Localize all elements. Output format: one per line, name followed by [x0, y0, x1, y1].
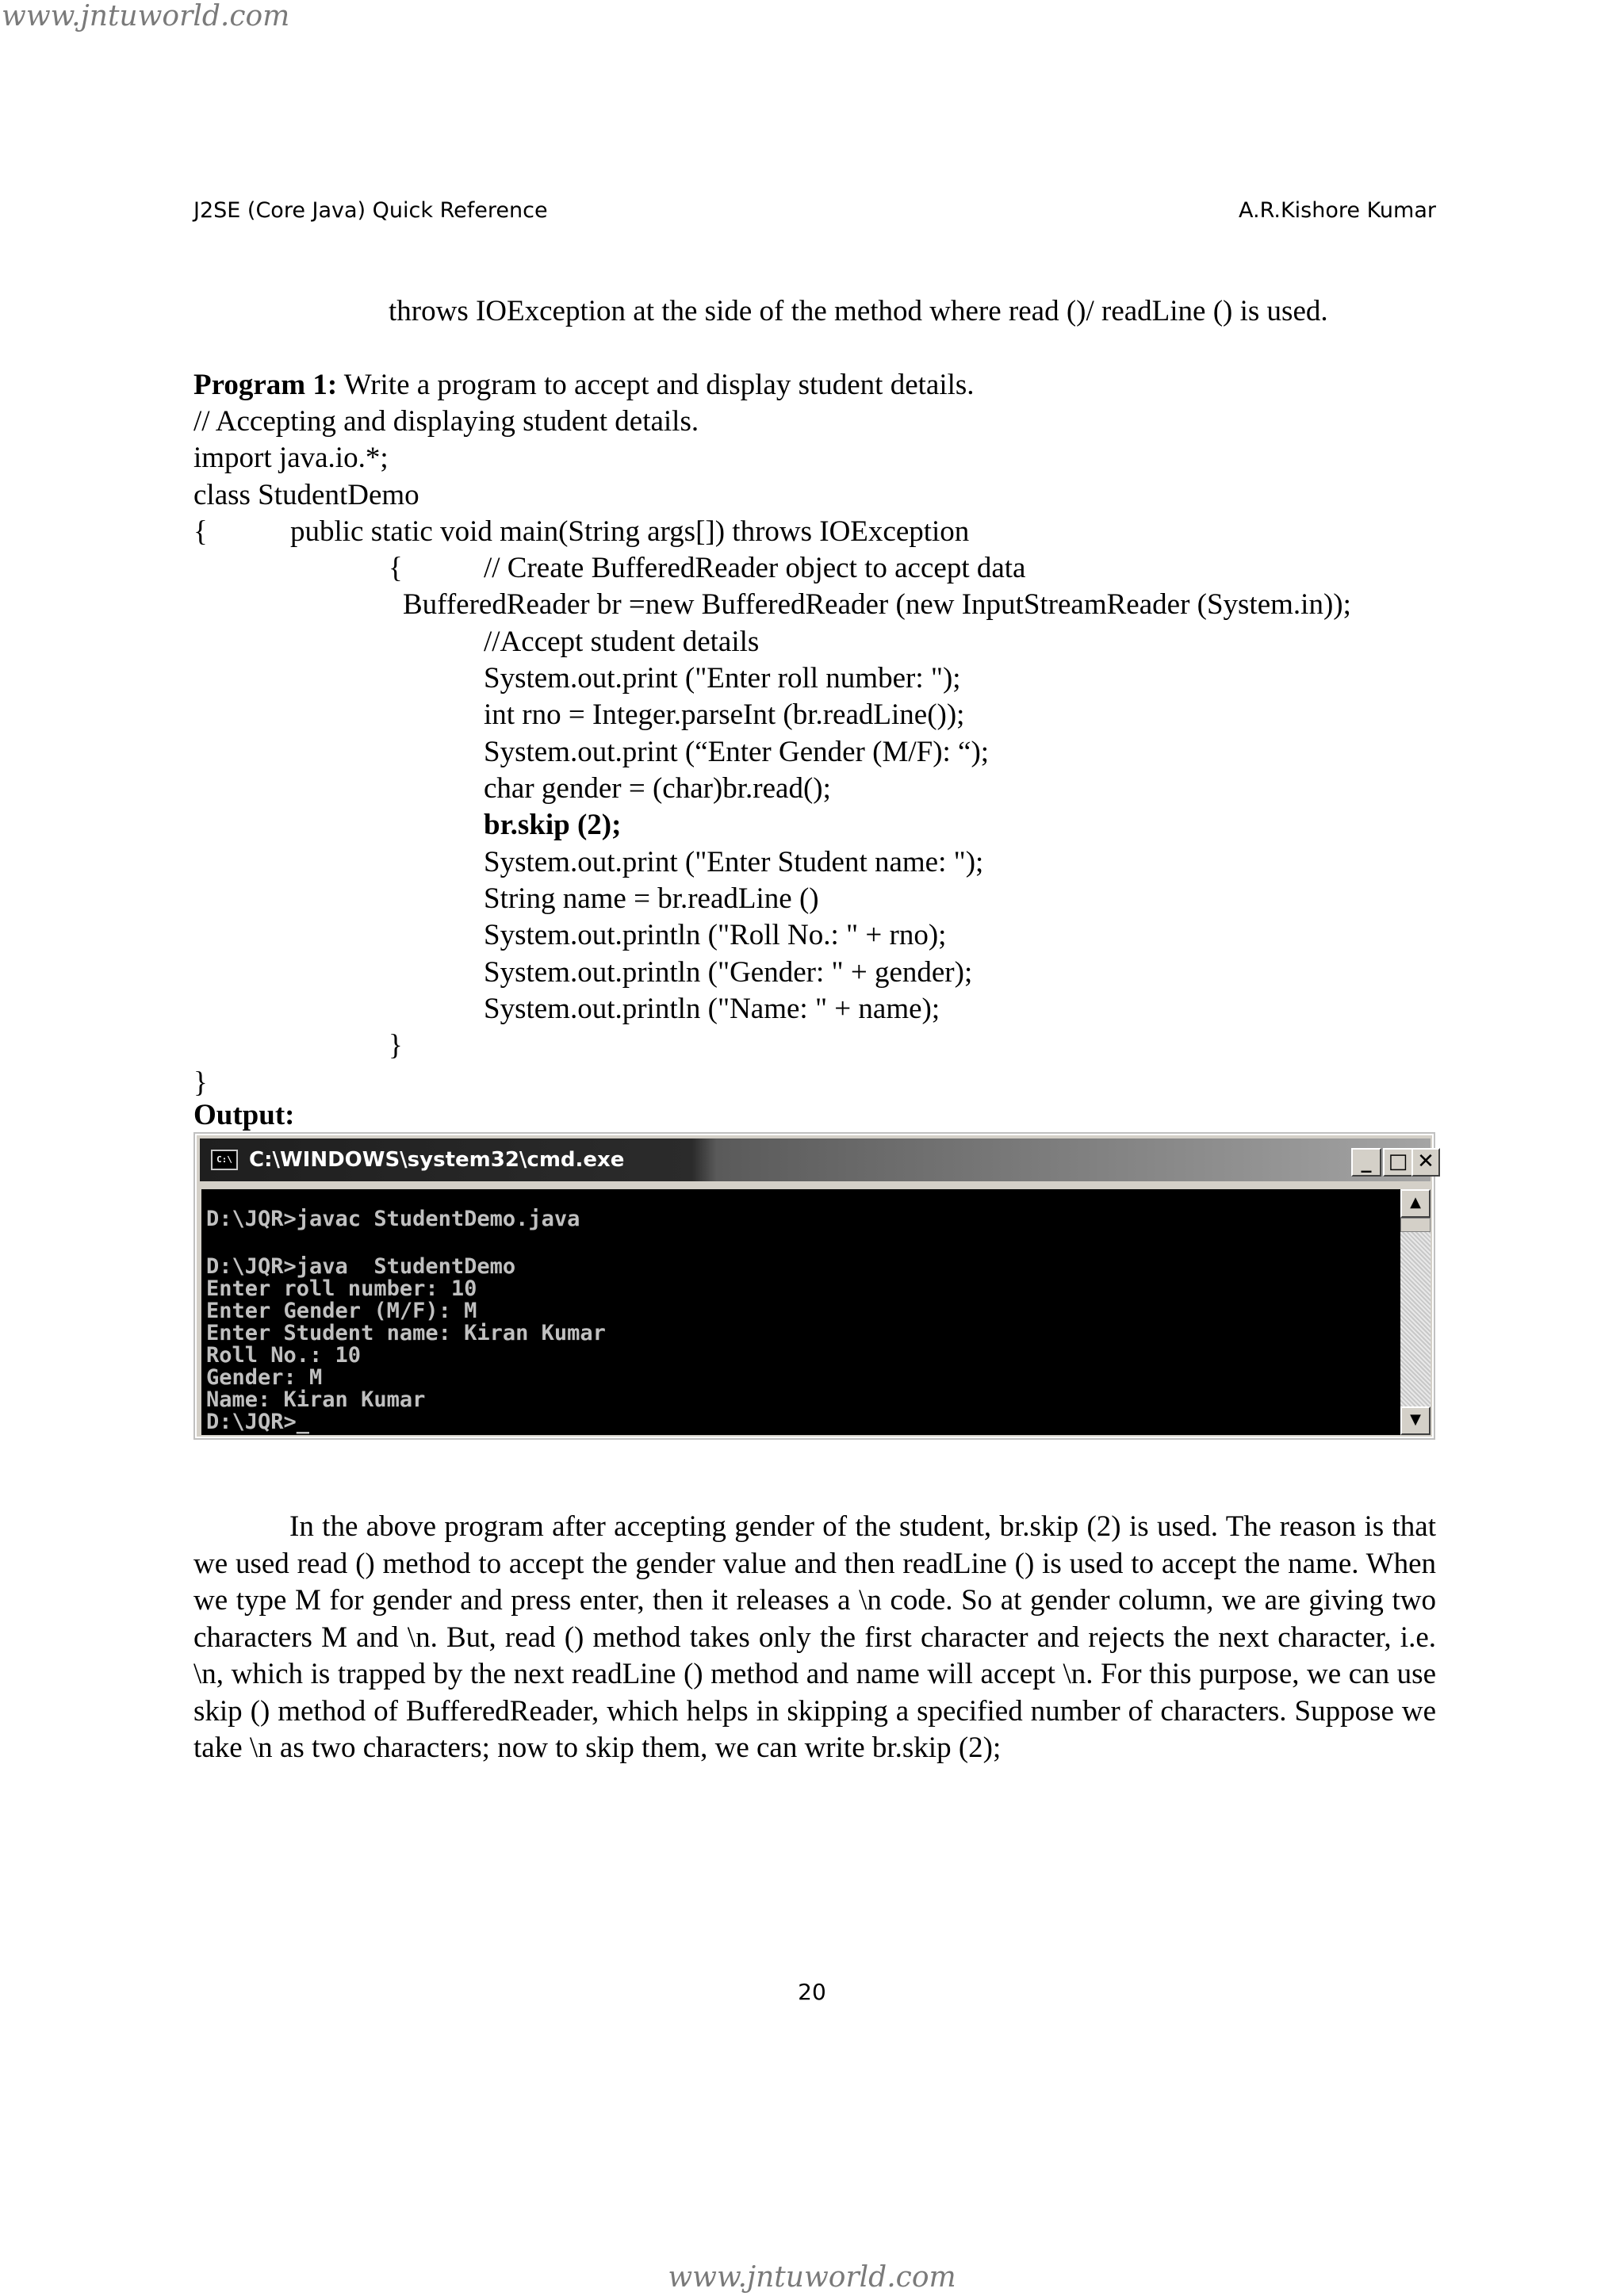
- console-output[interactable]: [201, 1189, 1400, 1435]
- header-author: A.R.Kishore Kumar: [1239, 198, 1436, 223]
- program-description: Write a program to accept and display student details.: [337, 369, 975, 401]
- code-line: public static void main(String args[]) throws IOException: [290, 515, 970, 548]
- code-line: System.out.println ("Roll No.: " + rno);: [484, 919, 947, 951]
- code-line: System.out.print (“Enter Gender (M/F): “);: [484, 736, 990, 768]
- code-line: class StudentDemo: [193, 479, 419, 511]
- code-line: // Create BufferedReader object to accept data: [484, 552, 1026, 584]
- code-line: // Accepting and displaying student details.: [193, 405, 699, 438]
- code-line: import java.io.*;: [193, 442, 389, 474]
- code-line: {: [389, 552, 403, 584]
- console-line: Enter roll number: 10: [206, 1276, 477, 1301]
- console-line: D:\JQR>_: [206, 1410, 310, 1434]
- console-line: Roll No.: 10: [206, 1343, 362, 1368]
- intro-line: throws IOException at the side of the method where read ()/ readLine () is used.: [389, 295, 1328, 327]
- code-line: //Accept student details: [484, 626, 760, 658]
- watermark-bottom: www.jntuworld.com: [668, 2261, 956, 2294]
- code-line: char gender = (char)br.read();: [484, 772, 831, 805]
- explanation-paragraph: [193, 1509, 1436, 1767]
- console-line: Name: Kiran Kumar: [206, 1387, 426, 1412]
- code-line: }: [389, 1029, 403, 1062]
- close-button[interactable]: ✕: [1411, 1148, 1440, 1177]
- console-line: D:\JQR>javac StudentDemo.java: [206, 1207, 580, 1231]
- code-line: System.out.println ("Gender: " + gender);: [484, 956, 973, 989]
- cmd-window-title: C:\WINDOWS\system32\cmd.exe: [249, 1148, 625, 1172]
- console-line: Enter Gender (M/F): M: [206, 1299, 477, 1323]
- console-line: Enter Student name: Kiran Kumar: [206, 1321, 606, 1345]
- maximize-button[interactable]: □: [1383, 1148, 1413, 1177]
- scroll-down-arrow-icon[interactable]: ▼: [1400, 1406, 1431, 1435]
- code-line: {: [193, 515, 208, 548]
- code-line: int rno = Integer.parseInt (br.readLine());: [484, 698, 965, 731]
- code-line: System.out.print ("Enter Student name: ");: [484, 846, 984, 878]
- scroll-up-arrow-icon[interactable]: ▲: [1400, 1189, 1431, 1218]
- code-line: System.out.print ("Enter roll number: ");: [484, 662, 961, 695]
- code-line: String name = br.readLine (): [484, 882, 819, 915]
- output-label: Output:: [193, 1099, 295, 1131]
- console-line: D:\JQR>java StudentDemo: [206, 1254, 516, 1279]
- code-line: br.skip (2);: [484, 809, 622, 841]
- explanation-text: In the above program after accepting gender of the student, br.skip (2) is used. The reason is that we used read () method to accept the gender value and then readLine () is used to accept the name. When we type M for gender and press enter, then it releases a \n code. So at gender column, we are giving two characters M and \n. But, read () method takes only the first character and rejects the next character, i.e. \n, which is trapped by the next readLine () method and name will accept \n. For this purpose, we can use skip () method of BufferedReader, which helps in skipping a specified number of characters. Suppose we take \n as two characters; now to skip them, we can write br.skip (2);: [193, 1510, 1436, 1764]
- header-title: J2SE (Core Java) Quick Reference: [193, 198, 548, 223]
- vertical-scrollbar[interactable]: [1400, 1189, 1431, 1435]
- page-number: 20: [798, 1979, 826, 2005]
- minimize-button[interactable]: _: [1351, 1148, 1381, 1177]
- cmd-window: [193, 1132, 1435, 1440]
- cmd-titlebar[interactable]: [200, 1138, 1434, 1181]
- code-line: BufferedReader br =new BufferedReader (new InputStreamReader (System.in));: [403, 588, 1351, 621]
- cmd-app-icon: C:\: [211, 1150, 238, 1170]
- console-line: Gender: M: [206, 1365, 323, 1390]
- code-line: System.out.println ("Name: " + name);: [484, 993, 940, 1025]
- watermark-top: www.jntuworld.com: [2, 0, 290, 33]
- code-line: }: [193, 1066, 208, 1099]
- program-heading: [193, 367, 975, 404]
- program-label: Program 1:: [193, 369, 338, 401]
- scrollbar-thumb[interactable]: [1400, 1218, 1431, 1232]
